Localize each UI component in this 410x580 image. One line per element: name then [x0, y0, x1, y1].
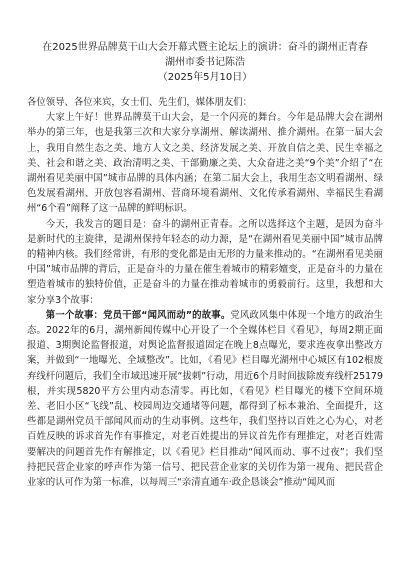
speaker-name: 湖州市委书记陈浩: [165, 57, 245, 68]
paragraph-text: 党风政风集中体现一个地方的政治生态。2022年的6月，湖州新闻传媒中心开设了一个全媒体栏目《看见》，每周2期正面报道、3期舆论监督报道，对舆论监督报道固定在晚上8点曝光，要求连夜拿出整改方案，并做到“一地曝光、全域整改”。比如，《看见》栏目曝光湖州中心城区有102根废弃线杆问题后，我们全市域迅速开展“拔刺”行动，用近6个月时间拔除废弃线杆25179根，并实现5820平方公里内动态清零。再比如，《看见》栏目曝光的楼下空间环境差、老旧小区“飞线”乱、校园周边交通堵等问题，都得到了标本兼治、全面提升，这些都是湖州党员干部闻风而动的生动事例。这些年，我们坚持以百姓之心为心，对老百姓反映的诉求首先作有事推定，对老百姓提出的异议首先作有理推定，对老百姓需要解决的问题首先作有解推定，以《看见》栏目推动“闻风而动、事不过夜”；我们坚持把民营企业家的呼声作为第一信号、把民营企业家的关切作为第一视角、把民营企业家的认可作为第一标准，以每周三“亲清直通车·政企恳谈会”推动“闻风而: [27, 309, 383, 489]
paragraph-story-one: [27, 308, 383, 490]
document-title: [27, 40, 383, 85]
paragraph-theme: [27, 217, 383, 308]
paragraph-text: 大家上午好！世界品牌莫干山大会，是一个闪亮的舞台。今年是品牌大会在湖州举办的第三年，也是我第三次和大家分享湖州、解读湖州、推介湖州。在第一届大会上，我用自然生态之美、地方人文之美、经济发展之美、开放自信之美、民生幸福之美、社会和谐之美、政治清明之美、干部勤廉之美、大众奋进之美“9个美”介绍了“在湖州看见美丽中国”城市品牌的具体内涵；在第二届大会上，我用生态文明看湖州、绿色发展看湖州、开放包容看湖州、营商环境看湖州、文化传承看湖州、幸福民生看湖州“6个看”阐释了这一品牌的鲜明标识。: [27, 112, 383, 215]
paragraph-text: 今天，我发言的题目是：奋斗的湖州正青春。之所以选择这个主题，是因为奋斗是新时代的主旋律，是湖州保持年轻态的动力源，是“在湖州看见美丽中国”城市品牌的精神内核。我们经常讲，有形的变化都是由无形的力量来推动的。“在湖州看见美丽中国”城市品牌的背后，正是奋斗的力量在催生着城市的精彩嬗变，正是奋斗的力量在塑造着城市的独特价值，正是奋斗的力量在推动着城市的勇毅前行。这里，我想和大家分享3个故事：: [27, 218, 383, 306]
salutation: 各位领导、各位来宾，女士们、先生们，媒体朋友们：: [27, 97, 253, 108]
speech-date: （2025年5月10日）: [157, 72, 253, 83]
paragraph-opening: [27, 110, 383, 216]
story-heading: 第一个故事：党员干部“闻风而动”的故事。: [45, 309, 231, 321]
speech-title: 在2025世界品牌莫干山大会开幕式暨主论坛上的演讲：奋斗的湖州正青春: [42, 42, 368, 53]
